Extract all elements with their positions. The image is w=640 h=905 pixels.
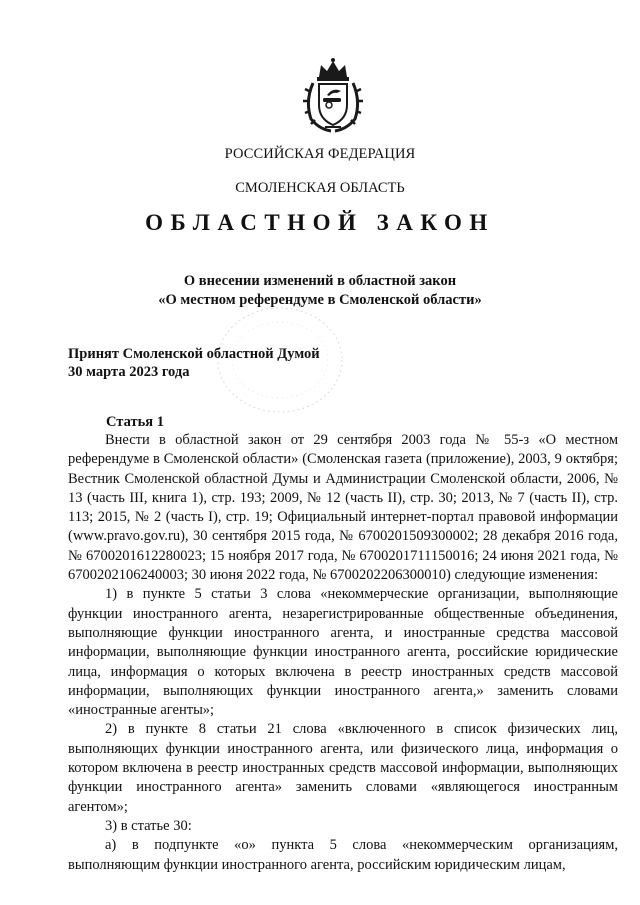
federation-heading: РОССИЙСКАЯ ФЕДЕРАЦИЯ [224,146,416,162]
article-title: Статья 1 [106,414,164,430]
article-paragraph: 1) в пункте 5 статьи 3 слова «некоммерческие организации, выполняющие функции иностранного агента, незарегистрированные общественные объединения, выполняющие функции иностранного агента, и иностранные средства массовой информации, выполняющие функции иностранного агента, российские юридические лица, информация о которых включена в реестр иностранных средств массовой информации, выполняющих функции иностранного агента,» заменить словами «иностранные агенты»; [68,586,618,719]
adoption-line-1: Принят Смоленской областной Думой [68,346,320,362]
article-paragraph: а) в подпункте «о» пункта 5 слова «некоммерческим организациям, выполняющим функции иностранного агента, российским юридическим лицам, [68,837,618,873]
law-title-line-1: О внесении изменений в областной закон [183,273,457,289]
smolensk-coat-of-arms-icon [301,57,365,133]
region-heading: СМОЛЕНСКАЯ ОБЛАСТЬ [235,180,405,196]
law-title-line-2: «О местном референдуме в Смоленской области» [158,292,482,308]
adoption-date: 30 марта 2023 года [68,364,190,380]
article-paragraph: Внести в областной закон от 29 сентября 2003 года № 55-з «О местном референдуме в Смоленской области» (Смоленская газета (приложение), 2003, 9 октября; Вестник Смоленской областной Думы и Администрации Смоленской области, 2006, № 13 (часть III, книга 1), стр. 193; 2009, № 12 (часть II), стр. 30; 2013, № 7 (часть II), стр. 113; 2015, № 2 (часть I), стр. 19; Официальный интернет-портал правовой информации (www.pravo.gov.ru), 30 сентября 2015 года, № 6700201509300002; 28 декабря 2016 года, № 6700201612280023; 15 ноября 2017 года, № 6700201711150016; 24 июня 2021 года, № 6700202106240003; 30 июня 2022 года, № 6700202206300010) следующие изменения: [68,432,618,584]
article-paragraph: 3) в статье 30: [105,817,192,834]
article-body [68,431,618,875]
law-type-heading: ОБЛАСТНОЙ ЗАКОН [145,210,495,235]
article-paragraph: 2) в пункте 8 статьи 21 слова «включенного в список физических лиц, выполняющих функции иностранного агента, или физического лица, информация о котором включена в реестр иностранных средств массовой информации, выполняющих функции иностранного агента» заменить словами «являющегося иностранным агентом»; [68,721,618,815]
